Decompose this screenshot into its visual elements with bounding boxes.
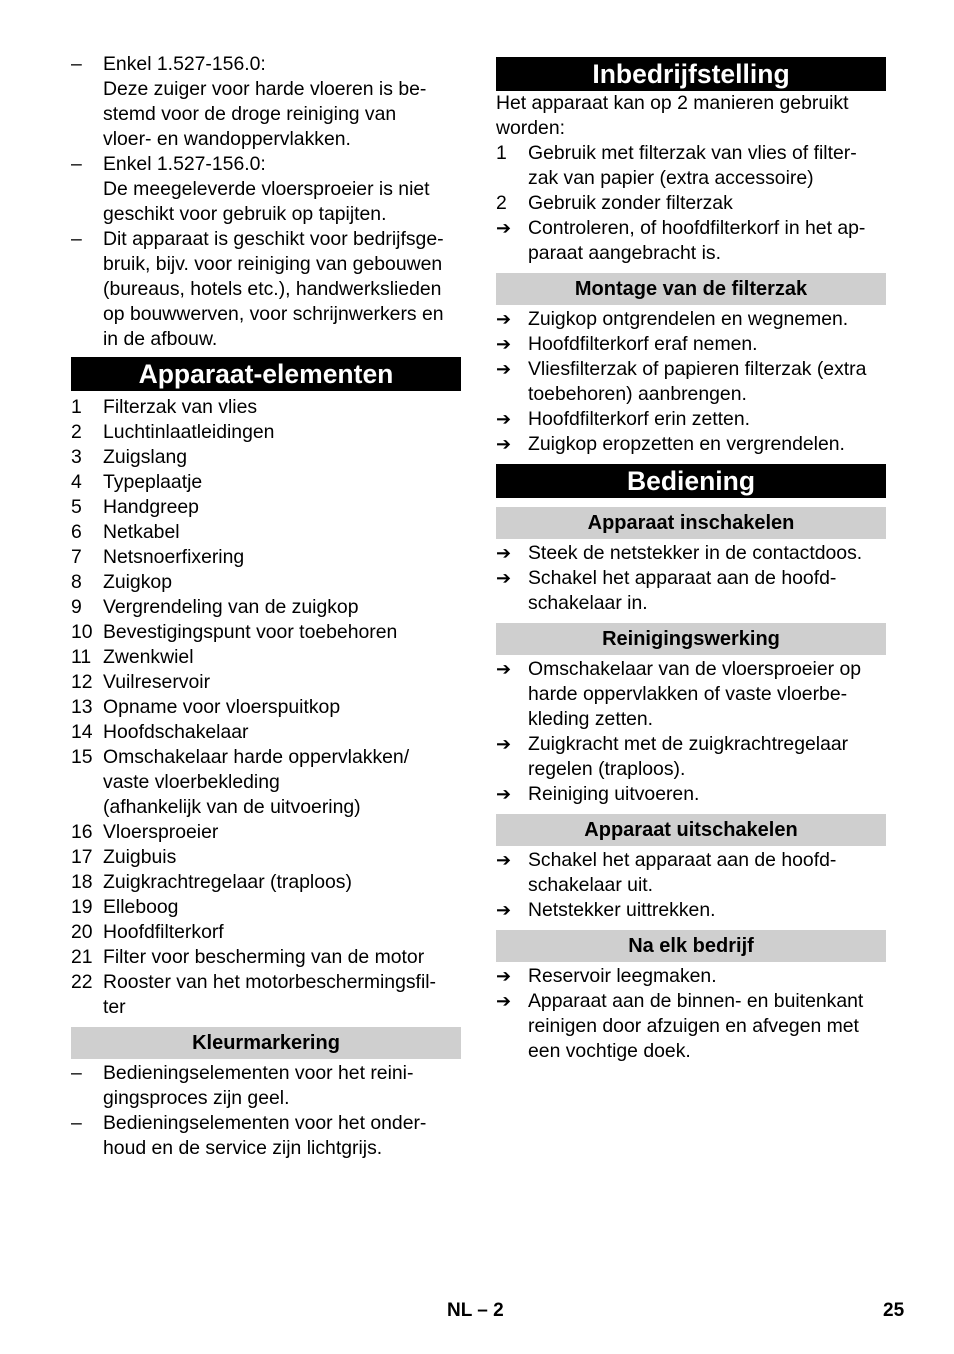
- text-line: Zuigkop ontgrendelen en wegnemen.: [528, 308, 849, 330]
- text-line: Apparaat aan de binnen- en buitenkant: [528, 990, 864, 1012]
- arrow-right-icon: ➔: [496, 218, 512, 238]
- list-item-text: [528, 332, 886, 357]
- list-marker: 5: [71, 496, 82, 518]
- text-line: Reiniging uitvoeren.: [528, 783, 700, 805]
- text-line: Netsnoerfixering: [103, 546, 245, 568]
- list-item-text: [103, 845, 461, 870]
- list-item: [71, 720, 461, 745]
- text-line: Typeplaatje: [103, 471, 203, 493]
- text-line: kleding zetten.: [528, 708, 654, 730]
- text-line: Schakel het apparaat aan de hoofd-: [528, 849, 837, 871]
- montage-list: [496, 307, 886, 457]
- text-line: Vloersproeier: [103, 821, 219, 843]
- text-line: Omschakelaar van de vloersproeier op: [528, 658, 862, 680]
- list-item: [71, 1061, 461, 1111]
- list-item: [496, 732, 886, 782]
- list-item: [71, 870, 461, 895]
- list-item: [71, 820, 461, 845]
- text-line: Steek de netstekker in de contactdoos.: [528, 542, 863, 564]
- text-line: Vuilreservoir: [103, 671, 211, 693]
- text-line: schakelaar uit.: [528, 874, 654, 896]
- list-marker: –: [71, 1112, 82, 1134]
- list-item-text: [103, 720, 461, 745]
- footer-language: NL: [447, 1300, 472, 1321]
- text-line: geschikt voor gebruik op tapijten.: [103, 203, 387, 225]
- list-item: [496, 657, 886, 732]
- text-line: Het apparaat kan op 2 manieren gebruikt: [496, 92, 849, 114]
- text-line: op bouwwerven, voor schrijnwerkers en: [103, 303, 444, 325]
- list-item: [71, 470, 461, 495]
- text-line: ter: [103, 996, 126, 1018]
- list-item: [71, 595, 461, 620]
- start-intro: [496, 91, 886, 141]
- list-item: [71, 920, 461, 945]
- text-line: Zuigkop eropzetten en vergrendelen.: [528, 433, 845, 455]
- list-item-text: [528, 566, 886, 616]
- list-item-text: [528, 357, 886, 407]
- arrow-right-icon: ➔: [496, 359, 512, 379]
- start-list: [496, 141, 886, 266]
- page-number: 25: [883, 1300, 905, 1321]
- text-line: Schakel het apparaat aan de hoofd-: [528, 567, 837, 589]
- list-item-text: [103, 1061, 461, 1111]
- subheading-inschakelen: Apparaat inschakelen: [496, 507, 886, 539]
- list-marker: 14: [71, 721, 93, 743]
- text-line: vaste vloerbekleding: [103, 771, 280, 793]
- list-item-text: [103, 1111, 461, 1161]
- elements-list: [71, 395, 461, 1020]
- list-item: [71, 520, 461, 545]
- list-item: [71, 845, 461, 870]
- list-item: [496, 848, 886, 898]
- left-column: [71, 52, 461, 1161]
- list-marker: 7: [71, 546, 82, 568]
- text-line: Hoofdfilterkorf: [103, 921, 224, 943]
- arrow-right-icon: ➔: [496, 850, 512, 870]
- list-item-text: [528, 989, 886, 1064]
- list-item-text: [103, 227, 461, 352]
- list-item: [496, 782, 886, 807]
- list-item: [71, 420, 461, 445]
- text-line: stemd voor de droge reiniging van: [103, 103, 397, 125]
- list-item-text: [103, 945, 461, 970]
- arrow-right-icon: ➔: [496, 734, 512, 754]
- list-item-text: [528, 782, 886, 807]
- list-item: [71, 745, 461, 820]
- after-list: [496, 964, 886, 1064]
- text-line: Gebruik met filterzak van vlies of filter-: [528, 142, 857, 164]
- text-line: Bevestigingspunt voor toebehoren: [103, 621, 398, 643]
- arrow-right-icon: ➔: [496, 900, 512, 920]
- text-line: Rooster van het motorbeschermingsfil-: [103, 971, 437, 993]
- text-line: (afhankelijk van de uitvoering): [103, 796, 361, 818]
- list-item: [71, 52, 461, 152]
- list-item: [71, 227, 461, 352]
- section-heading-inbedrijfstelling: Inbedrijfstelling: [496, 57, 886, 91]
- list-marker: 13: [71, 696, 93, 718]
- list-item: [71, 152, 461, 227]
- text-line: vloer- en wandoppervlakken.: [103, 128, 351, 150]
- list-item-text: [103, 470, 461, 495]
- list-marker: 11: [71, 646, 92, 668]
- list-item: [71, 495, 461, 520]
- text-line: Vergrendeling van de zuigkop: [103, 596, 359, 618]
- arrow-right-icon: ➔: [496, 784, 512, 804]
- arrow-right-icon: ➔: [496, 966, 512, 986]
- text-line: Opname voor vloerspuitkop: [103, 696, 341, 718]
- list-item: [71, 970, 461, 1020]
- list-item: [496, 898, 886, 923]
- list-item: [496, 432, 886, 457]
- subheading-montage: Montage van de filterzak: [496, 273, 886, 305]
- text-line: Enkel 1.527-156.0:: [103, 53, 266, 75]
- text-line: Gebruik zonder filterzak: [528, 192, 733, 214]
- text-line: toebehoren) aanbrengen.: [528, 383, 747, 405]
- section-heading-bediening: Bediening: [496, 464, 886, 498]
- list-marker: 12: [71, 671, 93, 693]
- text-line: Reservoir leegmaken.: [528, 965, 717, 987]
- list-item-text: [528, 191, 886, 216]
- text-line: Netkabel: [103, 521, 180, 543]
- list-item-text: [103, 920, 461, 945]
- list-marker: 1: [496, 142, 507, 164]
- list-item: [71, 445, 461, 470]
- text-line: Hoofdfilterkorf erin zetten.: [528, 408, 751, 430]
- list-item: [71, 695, 461, 720]
- text-line: Zuigkrachtregelaar (traploos): [103, 871, 352, 893]
- text-line: worden:: [496, 117, 565, 139]
- list-marker: 20: [71, 921, 93, 943]
- list-item: [71, 545, 461, 570]
- list-item-text: [103, 745, 461, 820]
- text-line: in de afbouw.: [103, 328, 218, 350]
- text-line: Luchtinlaatleidingen: [103, 421, 275, 443]
- list-item: [496, 191, 886, 216]
- arrow-right-icon: ➔: [496, 334, 512, 354]
- text-line: gingsproces zijn geel.: [103, 1087, 290, 1109]
- list-marker: –: [71, 153, 82, 175]
- list-item-text: [103, 645, 461, 670]
- list-marker: –: [71, 228, 82, 250]
- list-item-text: [528, 732, 886, 782]
- list-item-text: [528, 216, 886, 266]
- list-item-text: [103, 420, 461, 445]
- list-marker: –: [71, 53, 82, 75]
- text-line: zak van papier (extra accessoire): [528, 167, 814, 189]
- list-item: [496, 964, 886, 989]
- text-line: Vliesfilterzak of papieren filterzak (extra: [528, 358, 867, 380]
- list-item: [71, 670, 461, 695]
- list-item-text: [103, 152, 461, 227]
- list-item-text: [103, 620, 461, 645]
- list-marker: 19: [71, 896, 93, 918]
- text-line: Hoofdfilterkorf eraf nemen.: [528, 333, 758, 355]
- subheading-na-elk-bedrijf: Na elk bedrijf: [496, 930, 886, 962]
- text-line: reinigen door afzuigen en afvegen met: [528, 1015, 859, 1037]
- list-item: [71, 645, 461, 670]
- list-item-text: [103, 820, 461, 845]
- list-item-text: [103, 670, 461, 695]
- text-line: paraat aangebracht is.: [528, 242, 721, 264]
- text-line: Zuigkop: [103, 571, 172, 593]
- arrow-right-icon: ➔: [496, 991, 512, 1011]
- list-item-text: [528, 657, 886, 732]
- list-item: [71, 570, 461, 595]
- text-line: De meegeleverde vloersproeier is niet: [103, 178, 430, 200]
- list-item: [71, 395, 461, 420]
- text-line: Handgreep: [103, 496, 199, 518]
- list-item-text: [103, 570, 461, 595]
- cleaning-list: [496, 657, 886, 807]
- list-item-text: [103, 895, 461, 920]
- list-marker: 18: [71, 871, 93, 893]
- list-item-text: [528, 407, 886, 432]
- footer-section: [447, 1299, 504, 1323]
- list-item-text: [103, 445, 461, 470]
- list-item: [496, 141, 886, 191]
- list-item-text: [528, 541, 886, 566]
- list-marker: 22: [71, 971, 93, 993]
- text-line: Omschakelaar harde oppervlakken/: [103, 746, 410, 768]
- list-marker: 8: [71, 571, 82, 593]
- list-item: [71, 1111, 461, 1161]
- list-item-text: [103, 495, 461, 520]
- arrow-right-icon: ➔: [496, 543, 512, 563]
- list-item-text: [103, 870, 461, 895]
- text-line: harde oppervlakken of vaste vloerbe-: [528, 683, 848, 705]
- list-marker: 21: [71, 946, 93, 968]
- subheading-kleurmarkering: Kleurmarkering: [71, 1027, 461, 1059]
- list-item-text: [103, 520, 461, 545]
- text-line: Bedieningselementen voor het reini-: [103, 1062, 414, 1084]
- text-line: (bureaus, hotels etc.), handwerkslieden: [103, 278, 442, 300]
- off-list: [496, 848, 886, 923]
- text-line: Netstekker uittrekken.: [528, 899, 716, 921]
- text-line: bruik, bijv. voor reiniging van gebouwen: [103, 253, 443, 275]
- text-line: regelen (traploos).: [528, 758, 686, 780]
- list-item-text: [528, 307, 886, 332]
- text-line: Hoofdschakelaar: [103, 721, 249, 743]
- list-marker: 6: [71, 521, 82, 543]
- list-item-text: [528, 432, 886, 457]
- list-item: [496, 307, 886, 332]
- list-item-text: [103, 395, 461, 420]
- list-marker: 3: [71, 446, 82, 468]
- list-item: [496, 216, 886, 266]
- text-line: Controleren, of hoofdfilterkorf in het ap-: [528, 217, 866, 239]
- text-line: Enkel 1.527-156.0:: [103, 153, 266, 175]
- list-marker: 2: [496, 192, 507, 214]
- text-line: schakelaar in.: [528, 592, 648, 614]
- list-item-text: [103, 970, 461, 1020]
- intro-list: [71, 52, 461, 352]
- arrow-right-icon: ➔: [496, 659, 512, 679]
- list-item-text: [103, 595, 461, 620]
- arrow-right-icon: ➔: [496, 434, 512, 454]
- list-item: [496, 989, 886, 1064]
- text-line: Zwenkwiel: [103, 646, 194, 668]
- text-line: Deze zuiger voor harde vloeren is be-: [103, 78, 427, 100]
- text-line: Bedieningselementen voor het onder-: [103, 1112, 427, 1134]
- arrow-right-icon: ➔: [496, 409, 512, 429]
- list-item: [496, 566, 886, 616]
- text-line: houd en de service zijn lichtgrijs.: [103, 1137, 383, 1159]
- color-list: [71, 1061, 461, 1161]
- list-item: [496, 541, 886, 566]
- list-item-text: [528, 964, 886, 989]
- right-column: [496, 52, 886, 1064]
- list-marker: 16: [71, 821, 93, 843]
- list-marker: 4: [71, 471, 82, 493]
- list-marker: 9: [71, 596, 82, 618]
- text-line: Dit apparaat is geschikt voor bedrijfsge-: [103, 228, 444, 250]
- text-line: Zuigbuis: [103, 846, 177, 868]
- text-line: Zuigslang: [103, 446, 188, 468]
- text-line: Filter voor bescherming van de motor: [103, 946, 425, 968]
- list-item-text: [528, 141, 886, 191]
- list-item: [496, 407, 886, 432]
- on-list: [496, 541, 886, 616]
- subheading-uitschakelen: Apparaat uitschakelen: [496, 814, 886, 846]
- list-marker: 10: [71, 621, 93, 643]
- list-item: [496, 332, 886, 357]
- text-line: een vochtige doek.: [528, 1040, 691, 1062]
- list-marker: –: [71, 1062, 82, 1084]
- footer-section-page: – 2: [477, 1300, 504, 1321]
- list-item-text: [103, 695, 461, 720]
- list-item: [496, 357, 886, 407]
- list-item-text: [528, 898, 886, 923]
- list-item-text: [528, 848, 886, 898]
- list-item: [71, 895, 461, 920]
- text-line: Filterzak van vlies: [103, 396, 258, 418]
- list-item-text: [103, 52, 461, 152]
- list-marker: 1: [71, 396, 82, 418]
- list-item-text: [103, 545, 461, 570]
- list-marker: 17: [71, 846, 93, 868]
- subheading-reinigingswerking: Reinigingswerking: [496, 623, 886, 655]
- list-item: [71, 620, 461, 645]
- list-item: [71, 945, 461, 970]
- arrow-right-icon: ➔: [496, 309, 512, 329]
- text-line: Zuigkracht met de zuigkrachtregelaar: [528, 733, 849, 755]
- list-marker: 2: [71, 421, 82, 443]
- text-line: Elleboog: [103, 896, 179, 918]
- arrow-right-icon: ➔: [496, 568, 512, 588]
- section-heading-apparaat-elementen: Apparaat-elementen: [71, 357, 461, 391]
- list-marker: 15: [71, 746, 93, 768]
